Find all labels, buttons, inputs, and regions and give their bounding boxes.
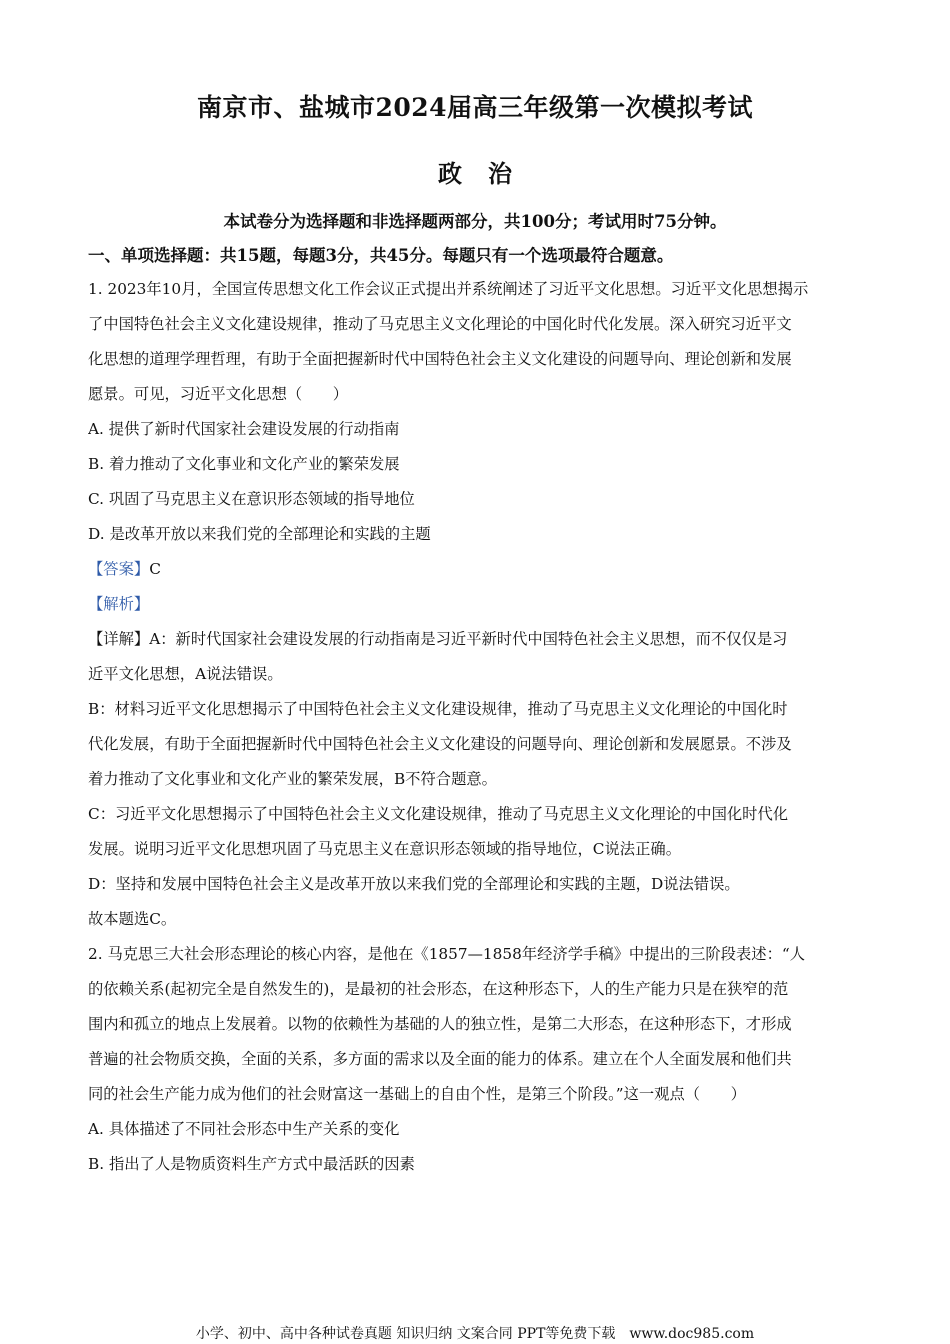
question-stem-line: 同的社会生产能力成为他们的社会财富这一基础上的自由个性，是第三个阶段。”这一观点（ ） (88, 1085, 746, 1103)
option-b: B. 指出了人是物质资料生产方式中最活跃的因素 (88, 1155, 415, 1173)
analysis-line (88, 587, 870, 622)
option-b: B. 着力推动了文化事业和文化产业的繁荣发展 (88, 455, 400, 473)
question-stem-line: 的依赖关系(起初完全是自然发生的)，是最初的社会形态，在这种形态下，人的生产能力只是在狭窄的范 (88, 980, 789, 998)
detail-line: 近平文化思想，A说法错误。 (88, 665, 283, 683)
question-stem-line: 化思想的道理学理哲理，有助于全面把握新时代中国特色社会主义文化建设的问题导向、理论创新和发展 (88, 350, 792, 368)
question-stem-line: 了中国特色社会主义文化建设规律，推动了马克思主义文化理论的中国化时代化发展。深入研究习近平文 (88, 315, 792, 333)
option-c: C. 巩固了马克思主义在意识形态领域的指导地位 (88, 490, 415, 508)
detail-line: 发展。说明习近平文化思想巩固了马克思主义在意识形态领域的指导地位，C说法正确。 (88, 840, 681, 858)
answer-line (88, 552, 870, 587)
analysis-tag: 【解析】 (88, 595, 150, 613)
question-stem-line: 2. 马克思三大社会形态理论的核心内容，是他在《1857—1858年经济学手稿》中提出的三阶段表述：“人 (88, 945, 806, 963)
option-a: A. 提供了新时代国家社会建设发展的行动指南 (88, 420, 400, 438)
exam-title: 南京市、盐城市2024届高三年级第一次模拟考试 (196, 93, 754, 122)
answer-tag: 【答案】 (88, 560, 150, 578)
option-d: D. 是改革开放以来我们党的全部理论和实践的主题 (88, 525, 431, 543)
exam-content (88, 240, 870, 1182)
exam-intro: 本试卷分为选择题和非选择题两部分，共100分；考试用时75分钟。 (223, 212, 727, 231)
page-footer (0, 1323, 950, 1343)
section-heading: 一、单项选择题：共15题，每题3分，共45分。每题只有一个选项最符合题意。 (88, 246, 674, 265)
detail-line: C：习近平文化思想揭示了中国特色社会主义文化建设规律，推动了马克思主义文化理论的中国化时代化 (88, 805, 789, 823)
question-stem-line: 1. 2023年10月，全国宣传思想文化工作会议正式提出并系统阐述了习近平文化思想。习近平文化思想揭示 (88, 280, 809, 298)
detail-line: 故本题选C。 (88, 910, 177, 928)
detail-line (88, 622, 870, 657)
subject-title: 政治 (438, 159, 538, 188)
detail-text: A：新时代国家社会建设发展的行动指南是习近平新时代中国特色社会主义思想，而不仅仅是习 (149, 630, 788, 648)
detail-line: 代化发展，有助于全面把握新时代中国特色社会主义文化建设的问题导向、理论创新和发展愿景。不涉及 (88, 735, 792, 753)
detail-line: 着力推动了文化事业和文化产业的繁荣发展，B不符合题意。 (88, 770, 497, 788)
footer-url[interactable]: www.doc985.com (629, 1326, 755, 1342)
question-stem-line: 围内和孤立的地点上发展着。以物的依赖性为基础的人的独立性，是第二大形态，在这种形态下，才形成 (88, 1015, 792, 1033)
question-stem-line: 愿景。可见，习近平文化思想（ ） (88, 385, 349, 403)
footer-text: 小学、初中、高中各种试卷真题 知识归纳 文案合同 PPT等免费下载 (195, 1326, 616, 1342)
question-1 (88, 272, 870, 937)
question-stem-line: 普遍的社会物质交换，全面的关系，多方面的需求以及全面的能力的体系。建立在个人全面发展和他们共 (88, 1050, 792, 1068)
detail-line: B：材料习近平文化思想揭示了中国特色社会主义文化建设规律，推动了马克思主义文化理论的中国化时 (88, 700, 788, 718)
detail-line: D：坚持和发展中国特色社会主义是改革开放以来我们党的全部理论和实践的主题，D说法错误。 (88, 875, 740, 893)
detail-tag: 【详解】 (88, 630, 150, 648)
question-2 (88, 937, 870, 1182)
answer-value: C (149, 560, 161, 578)
option-a: A. 具体描述了不同社会形态中生产关系的变化 (88, 1120, 400, 1138)
